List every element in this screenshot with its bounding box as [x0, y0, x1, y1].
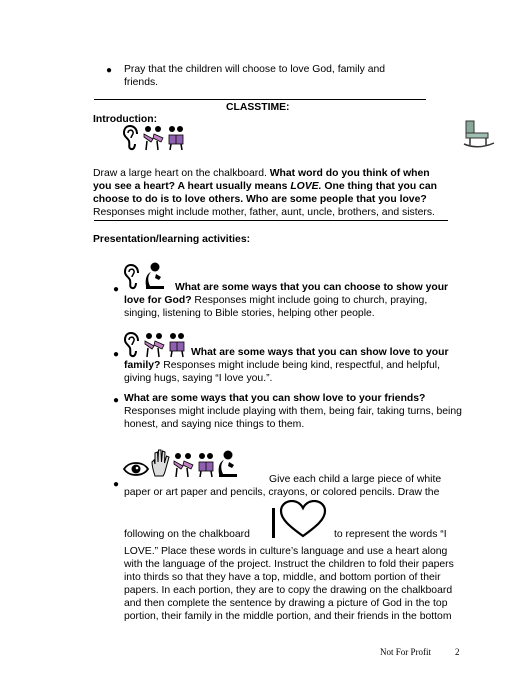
bold-text: What word do you think of when: [269, 168, 430, 179]
text-line: with the language of the project. Instruct the children to fold their papers: [124, 559, 454, 570]
bullet: ●: [113, 284, 120, 295]
text-line: Responses might include playing with them, being fair, taking turns, being: [124, 406, 462, 417]
heart-paragraph: [93, 167, 437, 219]
bold-text: What are some ways that you can show love to your friends?: [124, 393, 426, 404]
bullet4-paragraph: [124, 545, 454, 623]
bold-text: you see a heart? A heart usually means: [93, 181, 291, 192]
text-line: singing, listening to Bible stories, helping other people.: [124, 308, 375, 319]
chalkboard-text-right: to represent the words “I: [334, 529, 447, 540]
text-line: LOVE.” Place these words in culture’s language and use a heart along: [124, 546, 448, 557]
bullet: ●: [113, 349, 120, 360]
text-line: into thirds so that they have a top, middle, and bottom portion of their: [124, 572, 441, 583]
bullet4-text: [124, 473, 441, 499]
text-line: [93, 167, 437, 180]
bullet: ●: [113, 395, 120, 406]
bold-text: One thing that you can: [321, 181, 437, 192]
intro-icons: [122, 125, 186, 151]
text-line: [124, 294, 448, 307]
gift-icon: [166, 125, 186, 151]
text-span: Responses might include going to church, praying,: [191, 295, 428, 306]
text-line: [124, 359, 449, 372]
chalkboard-text-left: following on the chalkboard: [124, 529, 250, 540]
bold-text: choose to do is to love others. Who are some people that you love?: [93, 194, 427, 205]
divider: [94, 220, 448, 221]
text-line: [124, 392, 462, 405]
love-word: LOVE.: [290, 181, 322, 192]
bullet1-text: [124, 281, 448, 320]
text-line: Give each child a large piece of white: [269, 474, 442, 485]
text-line: honest, and saying nice things to them.: [124, 419, 305, 430]
heart-icon: [279, 500, 327, 538]
introduction-heading: Introduction:: [93, 114, 158, 125]
bold-text: What are some ways that you can choose to show your: [175, 282, 449, 293]
pray-line: Pray that the children will choose to love God, family and: [124, 64, 386, 75]
text-line: [124, 346, 449, 359]
classtime-heading: CLASSTIME:: [226, 102, 290, 113]
divider: [94, 99, 426, 100]
bold-text: love for God?: [124, 295, 192, 306]
text-line: paper or art paper and pencils, crayons, or colored pencils. Draw the: [124, 487, 440, 498]
text-line: portion, their family in the middle portion, and their friends in the bottom: [124, 611, 452, 622]
text-line: [93, 193, 437, 206]
pray-line: friends.: [124, 77, 159, 88]
letter-i-drawing: [272, 508, 275, 538]
text-line: Responses might include mother, father, aunt, uncle, brothers, and sisters.: [93, 207, 435, 218]
text-line: and then complete the sentence by drawing a picture of God in the top: [124, 598, 448, 609]
text-line: papers. In each portion, they are to copy the drawing on the chalkboard: [124, 585, 453, 596]
text-span: Responses might include being kind, respectful, and helpful,: [160, 360, 440, 371]
rocking-chair-icon: [462, 119, 496, 149]
bullet2-text: [124, 346, 449, 385]
bullet3-text: [124, 392, 462, 431]
footer-label: Not For Profit: [380, 647, 432, 657]
bullet: ●: [106, 65, 113, 76]
page-number: 2: [455, 647, 460, 657]
bullet: ●: [113, 479, 120, 490]
children-icon: [143, 125, 165, 151]
presentation-heading: Presentation/learning activities:: [93, 234, 251, 245]
pray-text: [124, 63, 385, 89]
text-line: [124, 281, 448, 294]
text-line: giving hugs, saying “I love you.”.: [124, 373, 273, 384]
text-line: [93, 180, 437, 193]
bold-text: family?: [124, 360, 161, 371]
text-span: Draw a large heart on the chalkboard.: [93, 168, 270, 179]
bold-text: What are some ways that you can show love to your: [191, 347, 449, 358]
ear-icon: [122, 125, 142, 151]
